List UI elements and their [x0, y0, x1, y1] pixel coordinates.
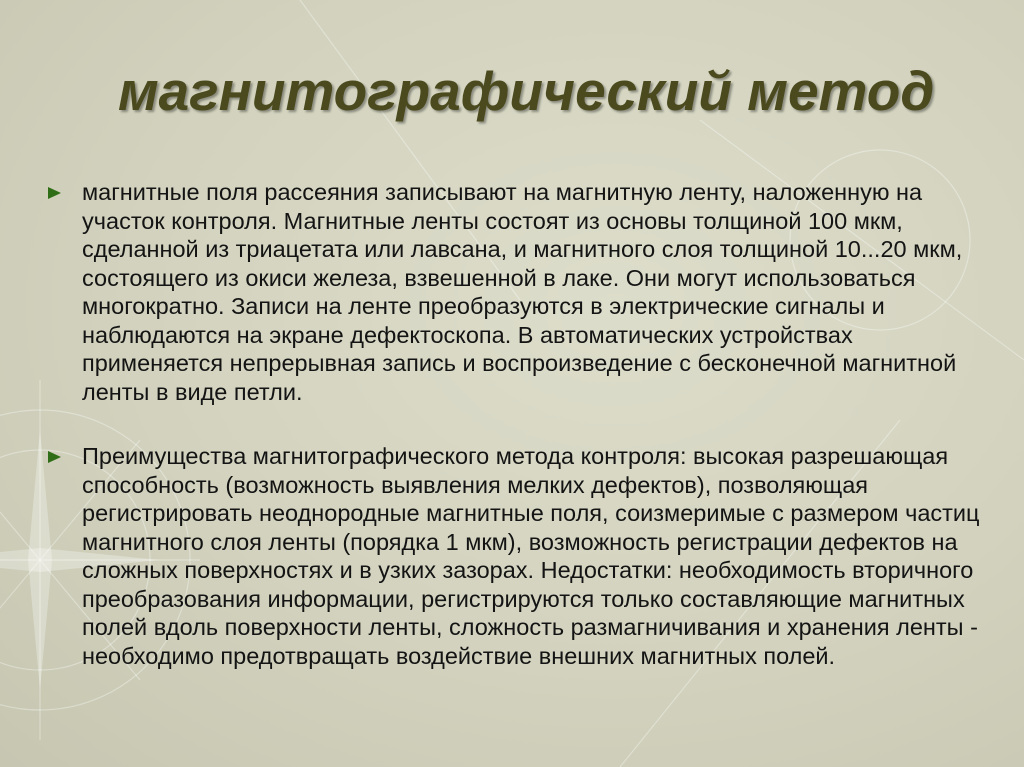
- bullet-item: [48, 178, 998, 406]
- triangle-bullet-icon: [48, 451, 61, 463]
- triangle-bullet-icon: [48, 187, 61, 199]
- slide-title: магнитографический метод: [118, 60, 935, 122]
- bullet-item: [48, 442, 998, 670]
- bullet-list: [48, 178, 998, 670]
- bullet-text: магнитные поля рассеяния записывают на магнитную ленту, наложенную на участок контроля. Магнитные ленты состоят из основы толщиной 100 мкм, сделанной из триацетата или лавсана, и магнитного слоя толщиной 10...20 мкм, состоящего из окиси железа, взвешенной в лаке. Они могут использоваться многократно. Записи на ленте преобразуются в электрические сигналы и наблюдаются на экране дефектоскопа. В автоматических устройствах применяется непрерывная запись и воспроизведение с бесконечной магнитной ленты в виде петли.: [82, 179, 963, 405]
- bullet-text: Преимущества магнитографического метода контроля: высокая разрешающая способность (возможность выявления мелких дефектов), позволяющая регистрировать неоднородные магнитные поля, соизмеримые с размером частиц магнитного слоя ленты (порядка 1 мкм), возможность регистрации дефектов на сложных поверхностях и в узких зазорах. Недостатки: необходимость вторичного преобразования информации, регистрируются только составляющие магнитных полей вдоль поверхности ленты, сложность размагничивания и хранения ленты - необходимо предотвращать воздействие внешних магнитных полей.: [82, 443, 980, 669]
